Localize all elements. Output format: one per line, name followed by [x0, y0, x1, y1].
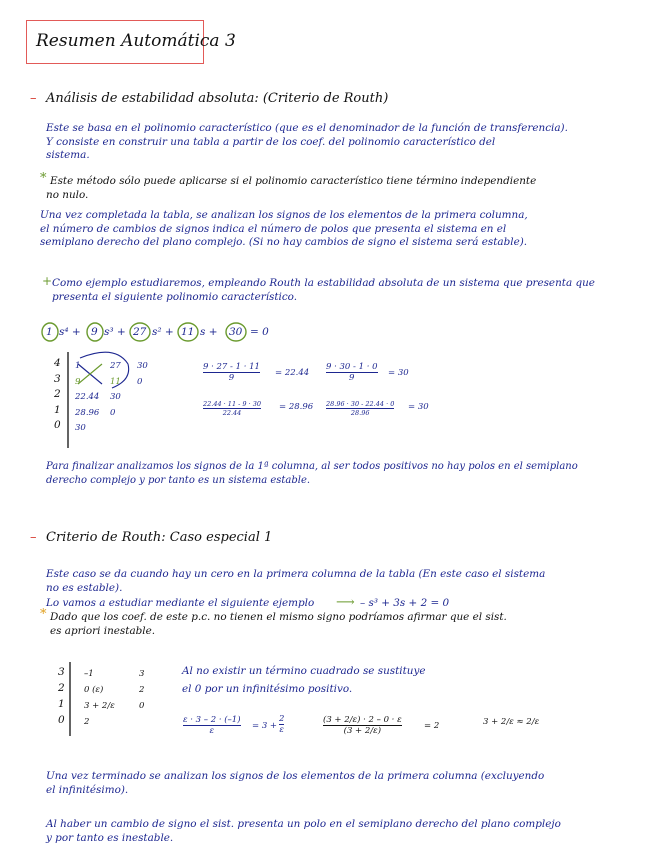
table-cell: 11	[110, 376, 121, 387]
routh2-exponents	[58, 664, 65, 728]
exponent: 1	[54, 403, 61, 416]
calc-num: 9 · 30 - 1 · 0	[326, 362, 378, 372]
s2-explain	[182, 665, 425, 696]
s2-note	[50, 611, 507, 638]
eps-calc-1	[183, 715, 241, 736]
calc-den: ε	[279, 725, 284, 735]
text-line: Al no existir un término cuadrado se sustituye	[182, 665, 426, 677]
calc-1	[203, 362, 260, 383]
eps-calc-2-result: = 2	[424, 721, 440, 731]
exponent: 2	[54, 388, 61, 400]
text-line: presenta el siguiente polinomio característico.	[52, 290, 298, 303]
table-cell: 28.96	[75, 407, 100, 418]
calc-num: 2	[279, 714, 285, 724]
table-cell: 1	[75, 361, 81, 371]
s1-example-intro	[52, 277, 595, 304]
text-line: Al haber un cambio de signo el sist. presenta un polo en el semiplano derecho del plano complejo	[46, 818, 561, 830]
polynomial-c5: 30	[229, 326, 243, 338]
text-line: Para finalizar analizamos los signos de la 1ª columna, al ser todos positivos no hay polos en el semiplano	[46, 461, 578, 472]
s1-example-bullet: +	[42, 274, 53, 288]
calc-2	[326, 362, 378, 383]
text-line: el 0 por un infinitésimo positivo.	[182, 682, 353, 695]
table-cell: 27	[110, 361, 121, 371]
calc-4-result: = 30	[408, 402, 429, 412]
table-cell: 9	[75, 376, 81, 387]
section1-heading: Análisis de estabilidad absoluta: (Criterio de Routh)	[46, 91, 389, 106]
calc-num: 22.44 · 11 - 9 · 30	[203, 400, 262, 408]
exponent: 2	[58, 682, 65, 694]
s2-note-bullet: *	[40, 607, 47, 622]
table-cell: –1	[84, 669, 94, 679]
table-cell: 30	[137, 361, 148, 371]
page-title: Resumen Automática 3	[36, 31, 236, 51]
text-line: Como ejemplo estudiaremos, empleando Routh la estabilidad absoluta de un sistema que presenta que	[52, 277, 595, 289]
routh1-col2	[110, 359, 121, 421]
calc-den: (3 + 2/ε)	[343, 726, 382, 736]
s2-para2	[46, 770, 544, 797]
calc-3	[203, 400, 261, 417]
routh1-col1	[75, 359, 99, 437]
polynomial-t1: s⁴ +	[59, 326, 81, 338]
calc-den: 22.44	[222, 409, 242, 417]
polynomial-c3: 27	[133, 326, 147, 338]
text-line: Este se basa en el polinomio característico (que es el denominador de la función de transferencia).	[46, 122, 568, 134]
eps-calc-2	[323, 715, 402, 736]
routh2-col2	[139, 666, 144, 714]
text-line: Una vez completada la tabla, se analizan los signos de los elementos de la primera columna,	[40, 209, 528, 221]
text-line: derecho complejo y por tanto es un sistema estable.	[46, 474, 311, 486]
text-line: y por tanto es inestable.	[46, 831, 174, 844]
routh2-col1	[84, 666, 115, 730]
s2-para1	[46, 568, 545, 595]
table-cell: 2	[139, 685, 145, 695]
text-line: semiplano derecho del plano complejo. (Si no hay cambios de signo el sistema será estable).	[40, 236, 528, 248]
text-line: no es estable).	[46, 581, 123, 594]
calc-4	[326, 400, 394, 417]
table-cell: 0	[110, 407, 116, 418]
section2-bullet: –	[30, 530, 37, 545]
polynomial-t4: s +	[200, 326, 218, 338]
polynomial-t5: = 0	[250, 326, 269, 338]
calc-den: ε	[209, 726, 215, 736]
table-cell: 0 (ε)	[84, 685, 104, 695]
section2-heading: Criterio de Routh: Caso especial 1	[46, 530, 273, 545]
s2-example-line: Lo vamos a estudiar mediante el siguiente ejemplo	[46, 597, 315, 609]
calc-num: 28.96 · 30 - 22.44 · 0	[326, 400, 395, 408]
calc-3-result: = 28.96	[279, 402, 314, 412]
exponent: 0	[58, 714, 65, 726]
table-cell: 0	[137, 376, 143, 387]
calc-den: 9	[228, 373, 235, 383]
approx: 3 + 2/ε ≈ 2/ε	[483, 717, 540, 727]
calc-1-result: = 22.44	[275, 368, 310, 378]
polynomial-c4: 11	[181, 326, 195, 338]
table-cell: 3	[139, 669, 145, 679]
calc-num: 9 · 27 - 1 · 11	[203, 362, 260, 372]
text-line: es apriori inestable.	[50, 624, 156, 637]
table-cell: 0	[139, 701, 145, 711]
exponent: 1	[58, 698, 65, 710]
table-cell: 22.44	[75, 392, 100, 402]
text-line: sistema.	[46, 149, 90, 161]
calc-num: (3 + 2/ε) · 2 – 0 · ε	[323, 715, 402, 725]
routh1-exponents	[54, 356, 61, 434]
polynomial-t2: s³ +	[104, 326, 126, 338]
eps-calc-1-result: = 3 +	[252, 721, 278, 731]
text-line: Y consiste en construir una tabla a partir de los coef. del polinomio característico del	[46, 135, 496, 148]
table-cell: 30	[110, 392, 121, 402]
text-line: el número de cambios de signos indica el número de polos que presenta el sistema en el	[40, 222, 507, 235]
text-line: Una vez terminado se analizan los signos de los elementos de la primera columna (excluyendo	[46, 770, 545, 782]
polynomial-c2: 9	[91, 326, 98, 338]
s2-example-poly: – s³ + 3s + 2 = 0	[360, 597, 450, 609]
exponent: 0	[54, 419, 61, 431]
section1-bullet: –	[30, 91, 37, 106]
calc-num: ε · 3 – 2 · (–1)	[183, 715, 241, 725]
text-line: Este caso se da cuando hay un cero en la primera columna de la tabla (En este caso el sistema	[46, 568, 546, 580]
text-line: no nulo.	[46, 188, 89, 201]
s1-para1	[46, 122, 568, 163]
table-cell: 3 + 2/ε	[84, 701, 115, 711]
s2-para3	[46, 818, 561, 845]
s1-conclusion	[46, 460, 578, 487]
s1-note-bullet: *	[40, 171, 47, 186]
text-line: el infinitésimo).	[46, 783, 129, 796]
polynomial-t3: s² +	[152, 326, 174, 338]
text-line: Este método sólo puede aplicarse si el polinomio característico tiene término independiente	[50, 175, 537, 187]
routh1-col3	[137, 359, 148, 390]
exponent: 4	[54, 357, 61, 369]
arrow-icon: ⟶	[336, 595, 355, 610]
exponent: 3	[58, 666, 65, 678]
calc-den: 28.96	[350, 409, 370, 417]
s1-para2	[40, 209, 528, 250]
polynomial-c1: 1	[46, 326, 53, 338]
eps-calc-1-frac	[279, 714, 284, 735]
s1-note	[46, 175, 537, 202]
calc-2-result: = 30	[388, 368, 409, 378]
exponent: 3	[54, 372, 61, 385]
table-cell: 30	[75, 423, 86, 433]
table-cell: 2	[84, 717, 90, 727]
text-line: Dado que los coef. de este p.c. no tienen el mismo signo podríamos afirmar que el sist.	[50, 611, 507, 623]
calc-den: 9	[349, 373, 355, 383]
